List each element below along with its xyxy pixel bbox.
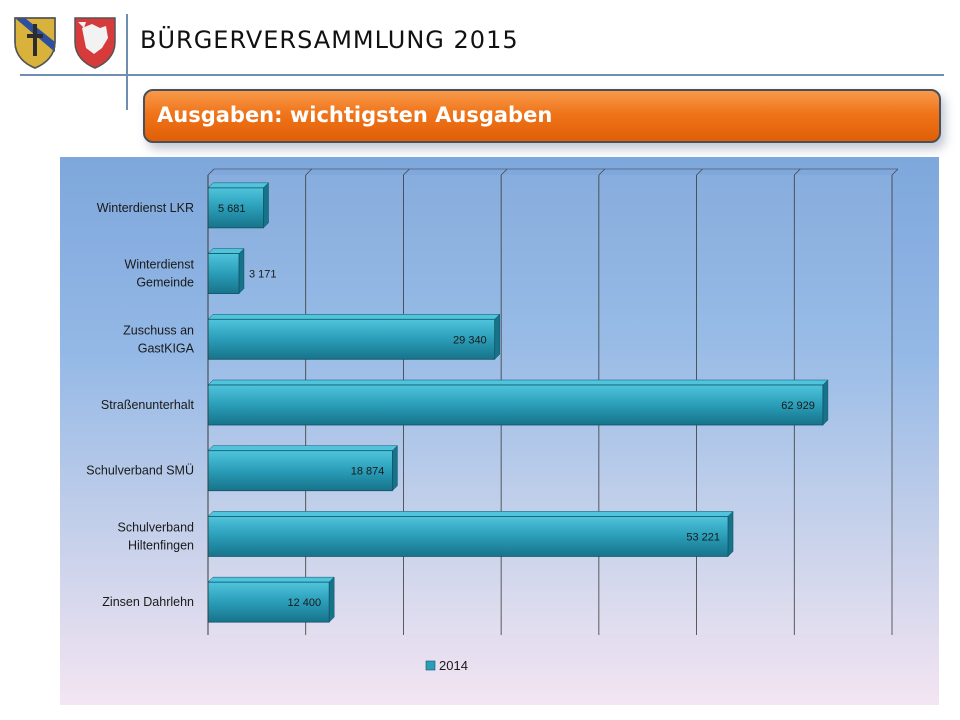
gridline-depth bbox=[208, 169, 214, 175]
bar bbox=[208, 319, 495, 359]
bar-top-face bbox=[208, 249, 244, 254]
municipal-crest-2 bbox=[72, 14, 118, 70]
data-label: 53 221 bbox=[686, 531, 721, 544]
gridline-depth bbox=[794, 169, 800, 175]
data-label: 29 340 bbox=[453, 334, 487, 347]
category-label: Zuschuss an GastKIGA bbox=[123, 323, 194, 356]
bar-chart bbox=[60, 157, 939, 705]
bar-top-face bbox=[208, 314, 500, 319]
bar-side-face bbox=[239, 249, 244, 294]
bar-side-face bbox=[329, 577, 334, 622]
bar-side-face bbox=[264, 183, 269, 228]
bar bbox=[208, 516, 728, 556]
bar-top-face bbox=[208, 511, 733, 516]
category-label: Schulverband SMÜ bbox=[86, 463, 194, 478]
header-horizontal-rule bbox=[20, 74, 944, 76]
legend-swatch bbox=[426, 661, 435, 670]
legend-label: 2014 bbox=[439, 658, 468, 673]
page-title: BÜRGERVERSAMMLUNG 2015 bbox=[140, 26, 519, 54]
category-label: Winterdienst LKR bbox=[96, 200, 194, 215]
municipal-crest-1 bbox=[12, 14, 58, 70]
bar-top-face bbox=[208, 577, 334, 582]
bar-side-face bbox=[495, 314, 500, 359]
gridline-depth bbox=[892, 169, 898, 175]
bar-side-face bbox=[728, 511, 733, 556]
data-label: 62 929 bbox=[781, 400, 815, 412]
bar-top-face bbox=[208, 183, 269, 188]
bar-side-face bbox=[823, 380, 828, 425]
bar-top-face bbox=[208, 380, 828, 385]
data-label: 3 171 bbox=[248, 268, 277, 281]
section-banner bbox=[143, 89, 941, 143]
gridline-depth bbox=[403, 169, 409, 175]
category-label: Straßenunterhalt bbox=[100, 398, 194, 412]
bar bbox=[208, 385, 823, 425]
gridline-depth bbox=[697, 169, 703, 175]
gridline-depth bbox=[599, 169, 605, 175]
bar bbox=[208, 254, 239, 294]
header-vertical-rule bbox=[126, 14, 128, 110]
data-label: 18 874 bbox=[350, 465, 385, 478]
gridline-depth bbox=[501, 169, 507, 175]
data-label: 5 681 bbox=[218, 202, 246, 215]
gridline-depth bbox=[306, 169, 312, 175]
data-label: 12 400 bbox=[287, 597, 322, 610]
bar-top-face bbox=[208, 446, 397, 451]
banner-title: Ausgaben: wichtigsten Ausgaben bbox=[157, 103, 553, 127]
category-label: Winterdienst Gemeinde bbox=[124, 257, 194, 290]
category-label: Zinsen Dahrlehn bbox=[102, 595, 194, 610]
chart-panel bbox=[60, 157, 939, 705]
bar-side-face bbox=[392, 446, 397, 491]
category-label: Schulverband Hiltenfingen bbox=[117, 520, 194, 553]
